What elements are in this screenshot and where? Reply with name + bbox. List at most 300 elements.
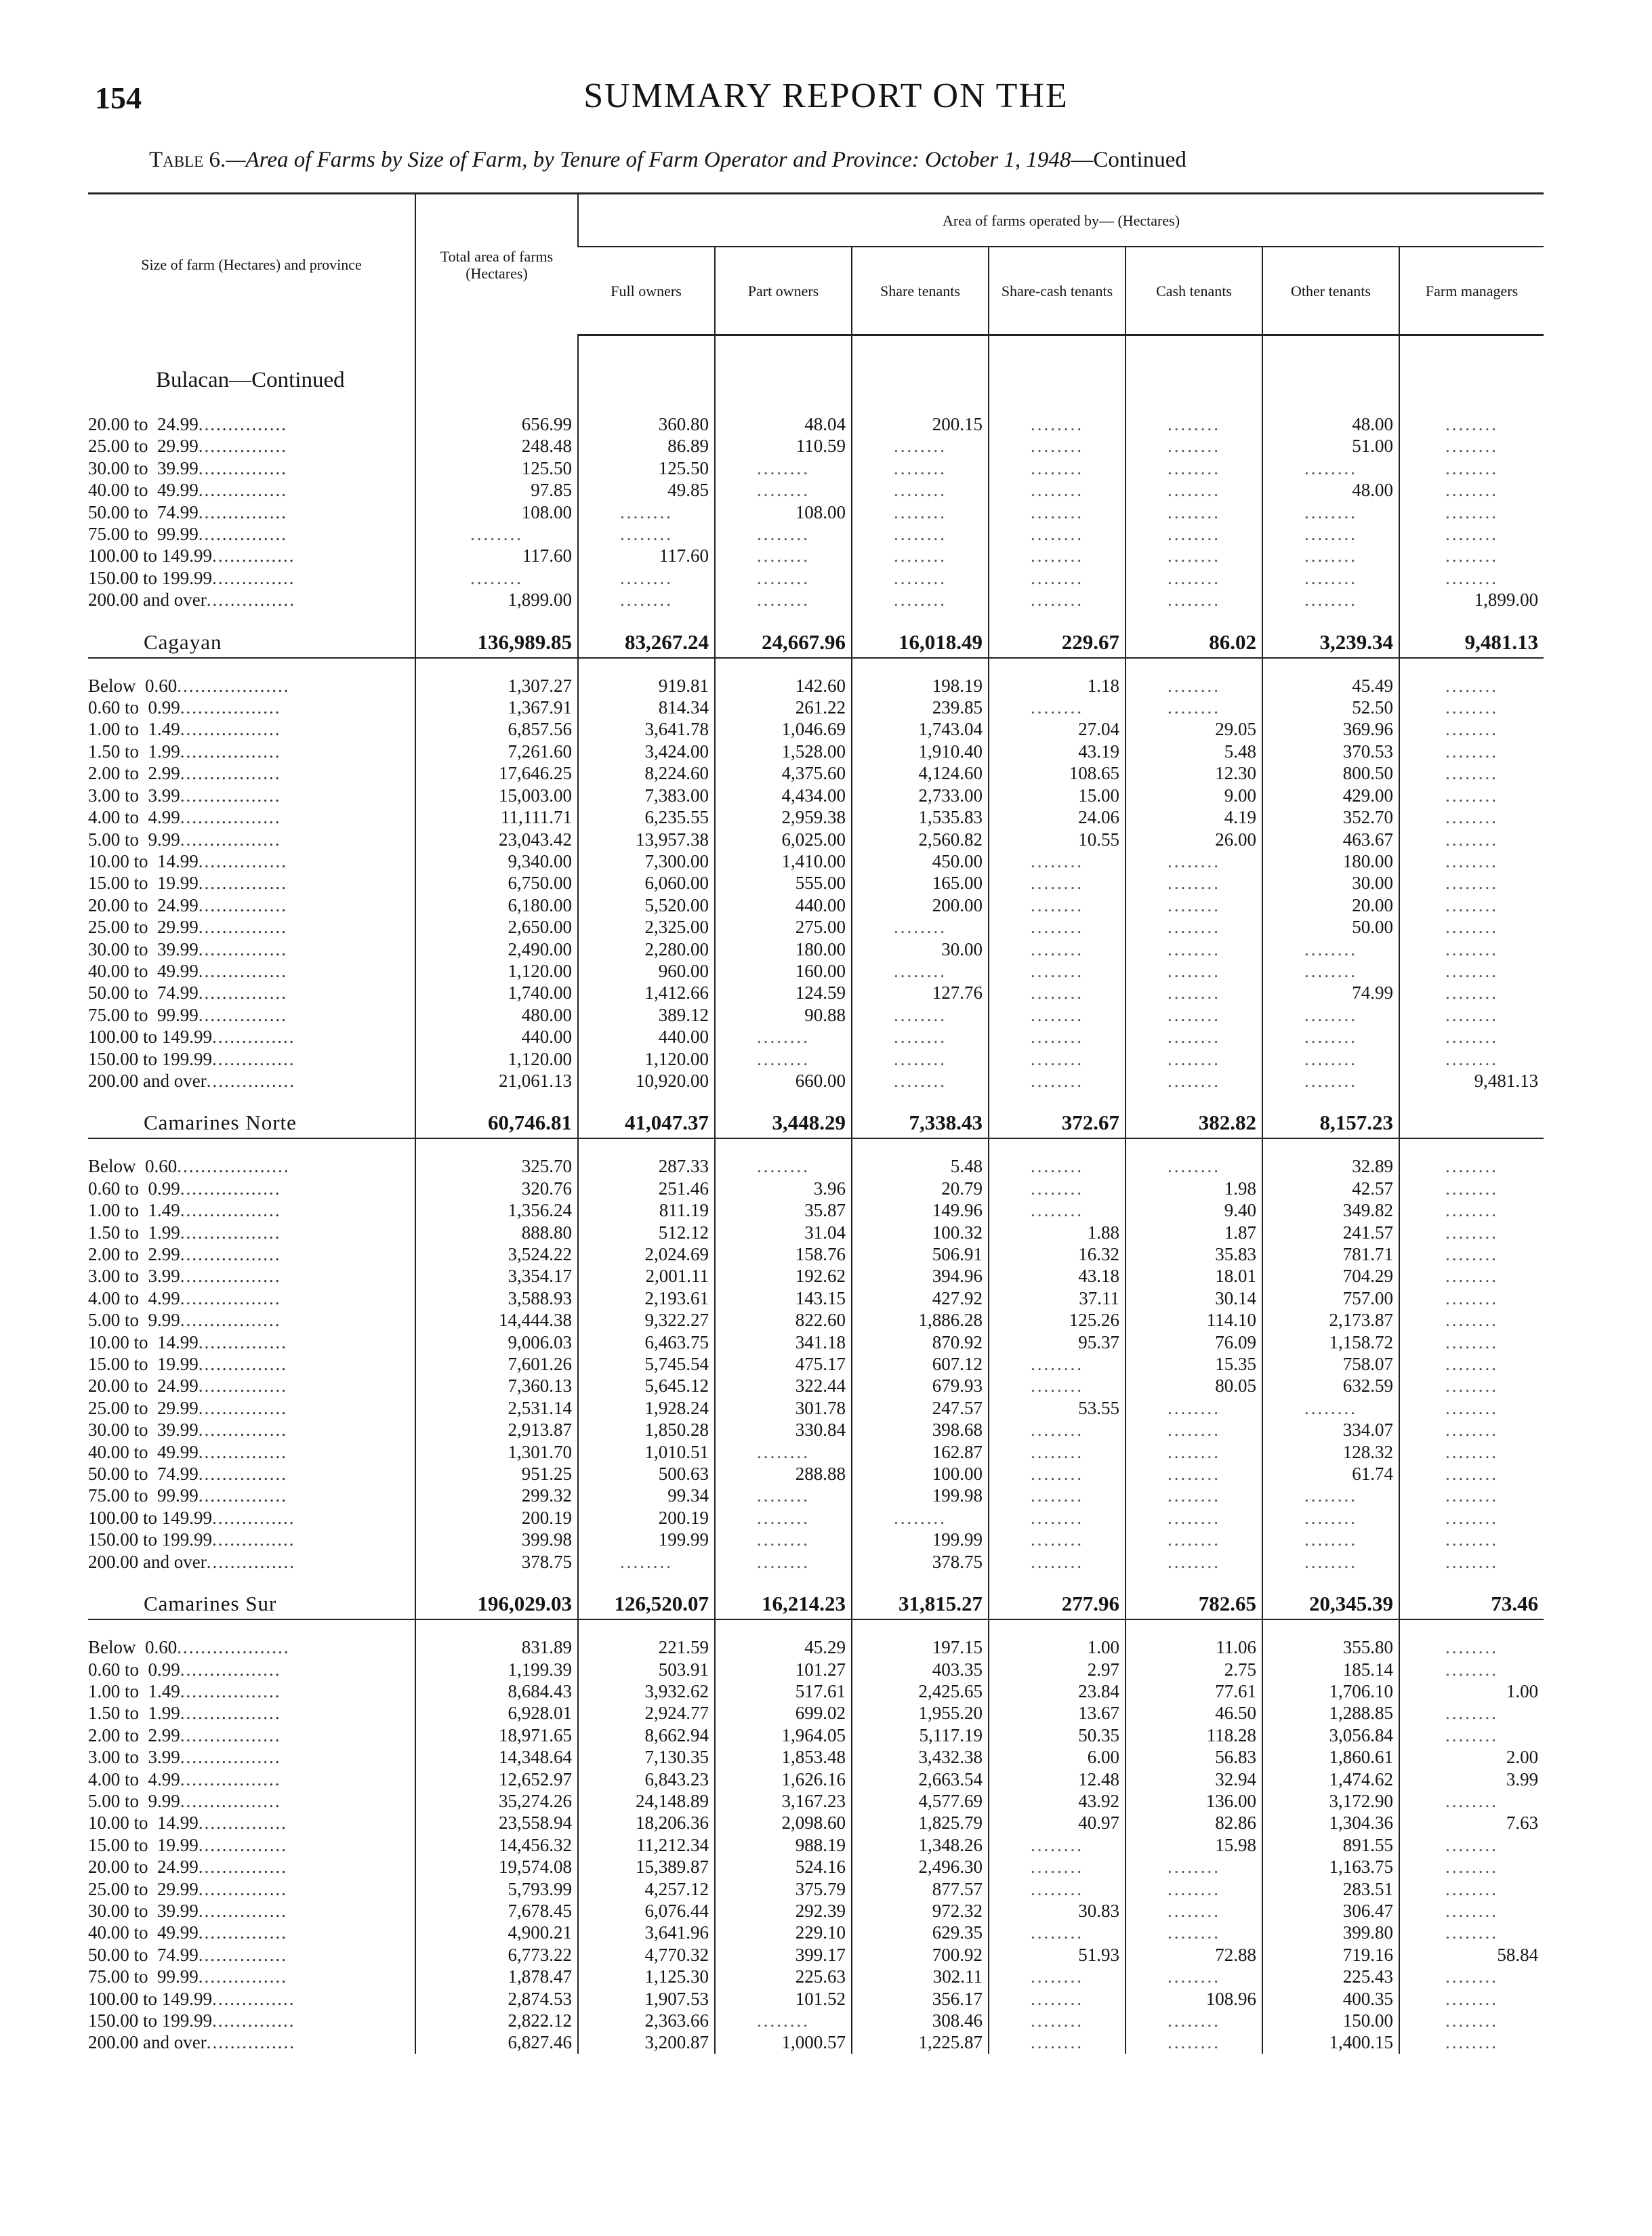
- total-area-cell: 440.00: [415, 1026, 578, 1048]
- spacer-cell: [88, 1619, 415, 1636]
- total-area-cell: 117.60: [415, 545, 578, 566]
- size-class-text: 1.00 to 1.49: [88, 1680, 180, 1701]
- other-tenants-cell: ........: [1262, 960, 1399, 982]
- spacer-cell: [715, 1619, 852, 1636]
- leader-dots: ..............: [212, 1027, 295, 1048]
- full-owners-cell: ........: [578, 523, 715, 545]
- other-tenants-cell: ........: [1262, 1529, 1399, 1550]
- size-class-label: [88, 479, 415, 501]
- total-area-cell: 299.32: [415, 1485, 578, 1506]
- leader-dots: ..............: [212, 1048, 295, 1069]
- area-of-farms-table: [88, 192, 1544, 2054]
- farm-managers-total-cell: [1399, 1108, 1544, 1138]
- other-tenants-cell: ........: [1262, 523, 1399, 545]
- share-tenants-cell: ........: [852, 916, 989, 938]
- size-class-label: [88, 872, 415, 894]
- part-owners-cell: ........: [715, 1048, 852, 1070]
- share-cash-tenants-cell: 40.97: [989, 1812, 1126, 1834]
- table-row: [88, 1636, 1544, 1658]
- farm-managers-cell: ........: [1399, 413, 1544, 435]
- full-owners-cell: 4,257.12: [578, 1878, 715, 1900]
- table-row: [88, 1507, 1544, 1529]
- full-owners-total-cell: 126,520.07: [578, 1589, 715, 1619]
- size-class-text: Below 0.60: [88, 1156, 178, 1177]
- share-cash-tenants-cell: ........: [989, 413, 1126, 435]
- cash-tenants-cell: 5.48: [1126, 741, 1262, 762]
- part-owners-cell: 1,046.69: [715, 718, 852, 740]
- part-owners-cell: 6,025.00: [715, 829, 852, 850]
- share-tenants-cell: 197.15: [852, 1636, 989, 1658]
- table-row: [88, 2010, 1544, 2031]
- spacer-cell: [1399, 611, 1544, 627]
- cash-tenants-cell: ........: [1126, 916, 1262, 938]
- table-row: [88, 718, 1544, 740]
- share-tenants-cell: 149.96: [852, 1199, 989, 1221]
- farm-managers-cell: ........: [1399, 916, 1544, 938]
- spacer-cell: [715, 658, 852, 675]
- share-cash-tenants-cell: ........: [989, 697, 1126, 718]
- share-cash-tenants-cell: ........: [989, 1048, 1126, 1070]
- size-class-label: [88, 1309, 415, 1331]
- leader-dots: .................: [180, 1790, 281, 1811]
- size-class-text: 10.00 to 14.99: [88, 1813, 199, 1834]
- part-owners-cell: ........: [715, 545, 852, 566]
- table-row: [88, 938, 1544, 960]
- farm-managers-cell: ........: [1399, 960, 1544, 982]
- cash-tenants-cell: 136.00: [1126, 1790, 1262, 1812]
- size-class-text: 200.00 and over: [88, 2032, 207, 2053]
- full-owners-cell: 6,235.55: [578, 806, 715, 828]
- size-class-text: 25.00 to 29.99: [88, 1397, 199, 1418]
- total-area-cell: 125.50: [415, 457, 578, 479]
- other-tenants-cell: 1,288.85: [1262, 1702, 1399, 1724]
- leader-dots: ...................: [177, 1156, 290, 1177]
- spacer-cell: [1399, 1138, 1544, 1155]
- spacer-cell: [88, 658, 415, 675]
- share-tenants-cell: 3,432.38: [852, 1746, 989, 1768]
- share-cash-tenants-cell: 2.97: [989, 1659, 1126, 1680]
- spacer-cell: [1399, 397, 1544, 413]
- full-owners-cell: 6,843.23: [578, 1768, 715, 1790]
- size-class-label: [88, 1287, 415, 1309]
- size-class-text: 4.00 to 4.99: [88, 807, 180, 828]
- total-area-cell: 1,199.39: [415, 1659, 578, 1680]
- spacer-cell: [1126, 1619, 1262, 1636]
- cash-tenants-cell: 29.05: [1126, 718, 1262, 740]
- part-owners-cell: 341.18: [715, 1331, 852, 1353]
- other-tenants-cell: 180.00: [1262, 850, 1399, 872]
- size-class-text: 25.00 to 29.99: [88, 436, 199, 457]
- part-owners-total-cell: 3,448.29: [715, 1108, 852, 1138]
- size-class-text: 10.00 to 14.99: [88, 1331, 199, 1352]
- full-owners-cell: 500.63: [578, 1463, 715, 1485]
- spacer-cell: [1399, 658, 1544, 675]
- total-area-cell: 7,261.60: [415, 741, 578, 762]
- share-tenants-cell: 308.46: [852, 2010, 989, 2031]
- leader-dots: ...............: [198, 982, 288, 1003]
- leader-dots: ...............: [198, 1331, 288, 1352]
- size-class-label: [88, 1944, 415, 1966]
- table-row: [88, 457, 1544, 479]
- farm-managers-cell: 9,481.13: [1399, 1070, 1544, 1092]
- spacer-cell: [852, 335, 989, 364]
- province-name: Camarines Sur: [88, 1589, 415, 1619]
- farm-managers-cell: ........: [1399, 1529, 1544, 1550]
- leader-dots: ..............: [212, 1529, 295, 1550]
- cash-tenants-cell: ........: [1126, 413, 1262, 435]
- table-row: [88, 1944, 1544, 1966]
- full-owners-cell: 1,120.00: [578, 1048, 715, 1070]
- part-owners-cell: 1,000.57: [715, 2031, 852, 2053]
- leader-dots: ...............: [198, 1441, 288, 1462]
- spacer-cell: [852, 611, 989, 627]
- full-owners-cell: ........: [578, 589, 715, 610]
- share-cash-tenants-cell: 30.83: [989, 1900, 1126, 1922]
- spacer-cell: [1262, 1092, 1399, 1108]
- spacer-cell: [1126, 1092, 1262, 1108]
- size-class-text: 2.00 to 2.99: [88, 1244, 180, 1264]
- leader-dots: ...................: [177, 1637, 290, 1658]
- part-owners-cell: ........: [715, 1551, 852, 1573]
- size-class-text: 100.00 to 149.99: [88, 1507, 213, 1528]
- leader-dots: ...............: [198, 1420, 288, 1441]
- other-tenants-cell: 61.74: [1262, 1463, 1399, 1485]
- size-class-label: [88, 1375, 415, 1396]
- cash-tenants-cell: 80.05: [1126, 1375, 1262, 1396]
- cash-tenants-cell: 26.00: [1126, 829, 1262, 850]
- cash-tenants-cell: ........: [1126, 1004, 1262, 1026]
- part-owners-cell: 699.02: [715, 1702, 852, 1724]
- share-cash-tenants-cell: 43.18: [989, 1265, 1126, 1287]
- leader-dots: ...............: [198, 1878, 288, 1899]
- size-class-label: [88, 1900, 415, 1922]
- spacer-cell: [1126, 397, 1262, 413]
- part-owners-cell: ........: [715, 1507, 852, 1529]
- spacer-row: [88, 1573, 1544, 1589]
- spacer-cell: [1262, 611, 1399, 627]
- leader-dots: ...............: [198, 894, 288, 915]
- other-tenants-cell: 891.55: [1262, 1834, 1399, 1856]
- spacer-cell: [1126, 1138, 1262, 1155]
- spacer-cell: [1399, 1619, 1544, 1636]
- table-row: [88, 675, 1544, 697]
- share-cash-tenants-cell: ........: [989, 1966, 1126, 1987]
- full-owners-cell: 389.12: [578, 1004, 715, 1026]
- size-class-text: 40.00 to 49.99: [88, 1441, 199, 1462]
- part-owners-cell: 660.00: [715, 1070, 852, 1092]
- full-owners-total-cell: 41,047.37: [578, 1108, 715, 1138]
- farm-managers-cell: 1.00: [1399, 1680, 1544, 1702]
- cash-tenants-cell: ........: [1126, 938, 1262, 960]
- table-row: [88, 1155, 1544, 1177]
- total-area-cell: 1,307.27: [415, 675, 578, 697]
- other-tenants-cell: 1,158.72: [1262, 1331, 1399, 1353]
- leader-dots: .................: [180, 1703, 281, 1724]
- size-class-text: 5.00 to 9.99: [88, 1790, 180, 1811]
- table-row: [88, 1768, 1544, 1790]
- farm-managers-cell: ........: [1399, 1243, 1544, 1265]
- size-class-text: 20.00 to 24.99: [88, 894, 199, 915]
- cash-tenants-cell: 18.01: [1126, 1265, 1262, 1287]
- spacer-cell: [1399, 1573, 1544, 1589]
- table-row: [88, 1178, 1544, 1199]
- share-cash-tenants-cell: ........: [989, 1551, 1126, 1573]
- size-class-text: 0.60 to 0.99: [88, 1659, 180, 1680]
- farm-managers-cell: ........: [1399, 850, 1544, 872]
- table-row: [88, 1353, 1544, 1375]
- other-tenants-cell: 30.00: [1262, 872, 1399, 894]
- farm-managers-total-cell: [1399, 363, 1544, 397]
- other-tenants-cell: 128.32: [1262, 1441, 1399, 1463]
- spacer-cell: [578, 397, 715, 413]
- leader-dots: .................: [180, 741, 281, 762]
- size-class-label: [88, 741, 415, 762]
- full-owners-cell: 49.85: [578, 479, 715, 501]
- full-owners-cell: 1,125.30: [578, 1966, 715, 1987]
- cash-tenants-cell: ........: [1126, 1856, 1262, 1878]
- table-row: [88, 1048, 1544, 1070]
- table-row: [88, 894, 1544, 916]
- farm-managers-cell: 7.63: [1399, 1812, 1544, 1834]
- share-cash-tenants-cell: 12.48: [989, 1768, 1126, 1790]
- share-cash-tenants-cell: 125.26: [989, 1309, 1126, 1331]
- leader-dots: .................: [180, 829, 281, 850]
- size-class-label: [88, 567, 415, 589]
- share-tenants-cell: ........: [852, 1048, 989, 1070]
- cash-tenants-cell: ........: [1126, 1441, 1262, 1463]
- farm-managers-cell: ........: [1399, 545, 1544, 566]
- table-row: [88, 1397, 1544, 1419]
- full-owners-total-cell: 83,267.24: [578, 627, 715, 658]
- full-owners-cell: 24,148.89: [578, 1790, 715, 1812]
- leader-dots: .................: [180, 763, 281, 784]
- spacer-cell: [578, 1092, 715, 1108]
- section-heading-row: [88, 363, 1544, 397]
- total-area-cell: 9,006.03: [415, 1331, 578, 1353]
- spacer-cell: [852, 658, 989, 675]
- leader-dots: ...............: [198, 480, 288, 501]
- full-owners-cell: 360.80: [578, 413, 715, 435]
- total-area-cell: 6,857.56: [415, 718, 578, 740]
- full-owners-cell: 13,957.38: [578, 829, 715, 850]
- share-tenants-cell: 394.96: [852, 1265, 989, 1287]
- spacer-cell: [852, 397, 989, 413]
- spacer-cell: [989, 658, 1126, 675]
- share-cash-tenants-cell: ........: [989, 523, 1126, 545]
- cash-tenants-cell: ........: [1126, 501, 1262, 523]
- table-row: [88, 872, 1544, 894]
- size-class-text: 1.50 to 1.99: [88, 1222, 180, 1243]
- part-owners-cell: ........: [715, 567, 852, 589]
- cash-tenants-cell: 9.00: [1126, 785, 1262, 806]
- farm-managers-total-cell: 73.46: [1399, 1589, 1544, 1619]
- share-cash-tenants-cell: ........: [989, 1353, 1126, 1375]
- size-class-text: 100.00 to 149.99: [88, 545, 213, 566]
- share-cash-tenants-cell: ........: [989, 1026, 1126, 1048]
- full-owners-cell: 1,412.66: [578, 982, 715, 1003]
- farm-managers-cell: ........: [1399, 523, 1544, 545]
- leader-dots: ...............: [198, 1813, 288, 1834]
- size-class-label: [88, 1856, 415, 1878]
- share-tenants-cell: 4,124.60: [852, 762, 989, 784]
- total-area-cell: 19,574.08: [415, 1856, 578, 1878]
- table-row: [88, 916, 1544, 938]
- size-class-label: [88, 501, 415, 523]
- table-row: [88, 1529, 1544, 1550]
- other-tenants-cell: 781.71: [1262, 1243, 1399, 1265]
- size-class-label: [88, 1507, 415, 1529]
- spacer-cell: [852, 1573, 989, 1589]
- size-class-text: Below 0.60: [88, 675, 178, 696]
- part-owners-cell: 1,626.16: [715, 1768, 852, 1790]
- farm-managers-cell: ........: [1399, 479, 1544, 501]
- spacer-cell: [989, 397, 1126, 413]
- share-tenants-cell: 1,886.28: [852, 1309, 989, 1331]
- size-class-label: [88, 435, 415, 457]
- leader-dots: .................: [180, 1266, 281, 1287]
- part-owners-cell: 160.00: [715, 960, 852, 982]
- table-row: [88, 523, 1544, 545]
- full-owners-cell: 512.12: [578, 1222, 715, 1243]
- leader-dots: .................: [180, 719, 281, 740]
- full-owners-cell: 814.34: [578, 697, 715, 718]
- farm-managers-cell: ........: [1399, 1966, 1544, 1987]
- share-cash-tenants-cell: ........: [989, 479, 1126, 501]
- province-name: Bulacan—Continued: [156, 368, 345, 392]
- leader-dots: ...............: [198, 1485, 288, 1506]
- share-tenants-cell: 2,496.30: [852, 1856, 989, 1878]
- part-owners-cell: 322.44: [715, 1375, 852, 1396]
- share-cash-tenants-cell: 50.35: [989, 1724, 1126, 1746]
- other-tenants-cell: 632.59: [1262, 1375, 1399, 1396]
- cash-tenants-cell: 108.96: [1126, 1988, 1262, 2010]
- spacer-cell: [1126, 658, 1262, 675]
- spacer-cell: [415, 1573, 578, 1589]
- cash-tenants-cell: ........: [1126, 1048, 1262, 1070]
- size-class-text: 40.00 to 49.99: [88, 960, 199, 981]
- table-row: [88, 501, 1544, 523]
- other-tenants-total-cell: [1262, 363, 1399, 397]
- spacer-row: [88, 1138, 1544, 1155]
- share-cash-tenants-cell: ........: [989, 938, 1126, 960]
- size-class-label: [88, 1178, 415, 1199]
- part-owners-cell: 124.59: [715, 982, 852, 1003]
- table-row: [88, 762, 1544, 784]
- spacer-cell: [1262, 1573, 1399, 1589]
- spacer-cell: [1262, 1619, 1399, 1636]
- size-class-label: [88, 1004, 415, 1026]
- part-owners-cell: 517.61: [715, 1680, 852, 1702]
- leader-dots: ...............: [198, 457, 288, 478]
- total-area-cell: 35,274.26: [415, 1790, 578, 1812]
- other-tenants-cell: 3,172.90: [1262, 1790, 1399, 1812]
- table-row: [88, 1463, 1544, 1485]
- share-tenants-cell: ........: [852, 479, 989, 501]
- other-tenants-total-cell: 3,239.34: [1262, 627, 1399, 658]
- spacer-cell: [415, 1138, 578, 1155]
- farm-managers-cell: ........: [1399, 1790, 1544, 1812]
- leader-dots: ...............: [198, 1004, 288, 1025]
- spacer-cell: [578, 335, 715, 364]
- other-tenants-cell: 352.70: [1262, 806, 1399, 828]
- share-tenants-cell: 199.99: [852, 1529, 989, 1550]
- other-tenants-cell: ........: [1262, 938, 1399, 960]
- spacer-cell: [715, 335, 852, 364]
- full-owners-cell: 7,383.00: [578, 785, 715, 806]
- full-owners-cell: 5,520.00: [578, 894, 715, 916]
- cash-tenants-cell: 9.40: [1126, 1199, 1262, 1221]
- full-owners-cell: 200.19: [578, 1507, 715, 1529]
- other-tenants-cell: 1,706.10: [1262, 1680, 1399, 1702]
- share-cash-tenants-cell: ........: [989, 2010, 1126, 2031]
- part-owners-cell: ........: [715, 1441, 852, 1463]
- size-class-text: 20.00 to 24.99: [88, 1375, 199, 1396]
- full-owners-cell: 2,001.11: [578, 1265, 715, 1287]
- size-class-text: 30.00 to 39.99: [88, 938, 199, 959]
- share-cash-tenants-cell: ........: [989, 2031, 1126, 2053]
- total-area-total-cell: 196,029.03: [415, 1589, 578, 1619]
- leader-dots: ...............: [198, 1966, 288, 1987]
- cash-tenants-cell: ........: [1126, 567, 1262, 589]
- size-class-text: 2.00 to 2.99: [88, 1724, 180, 1745]
- share-tenants-cell: 162.87: [852, 1441, 989, 1463]
- part-owners-cell: 275.00: [715, 916, 852, 938]
- cash-tenants-total-cell: 86.02: [1126, 627, 1262, 658]
- cash-tenants-cell: ........: [1126, 1878, 1262, 1900]
- spacer-cell: [415, 658, 578, 675]
- total-area-cell: 1,120.00: [415, 960, 578, 982]
- table-row: [88, 1724, 1544, 1746]
- cash-tenants-cell: ........: [1126, 435, 1262, 457]
- cash-tenants-cell: ........: [1126, 1529, 1262, 1550]
- full-owners-cell: 18,206.36: [578, 1812, 715, 1834]
- spacer-cell: [578, 1138, 715, 1155]
- farm-managers-cell: ........: [1399, 1463, 1544, 1485]
- full-owners-cell: 2,924.77: [578, 1702, 715, 1724]
- share-cash-tenants-cell: 6.00: [989, 1746, 1126, 1768]
- cash-tenants-total-cell: 382.82: [1126, 1108, 1262, 1138]
- cash-tenants-cell: 77.61: [1126, 1680, 1262, 1702]
- part-owners-cell: 292.39: [715, 1900, 852, 1922]
- total-area-cell: 2,531.14: [415, 1397, 578, 1419]
- leader-dots: ..............: [212, 2010, 295, 2031]
- share-cash-tenants-cell: 43.19: [989, 741, 1126, 762]
- size-class-label: [88, 697, 415, 718]
- share-cash-tenants-cell: ........: [989, 1419, 1126, 1441]
- spacer-cell: [1262, 335, 1399, 364]
- share-tenants-cell: 200.15: [852, 413, 989, 435]
- spacer-cell: [989, 335, 1126, 364]
- total-area-cell: 378.75: [415, 1551, 578, 1573]
- leader-dots: ...............: [206, 1070, 295, 1091]
- total-area-cell: 14,444.38: [415, 1309, 578, 1331]
- share-tenants-cell: 5,117.19: [852, 1724, 989, 1746]
- share-cash-tenants-cell: 51.93: [989, 1944, 1126, 1966]
- full-owners-cell: 503.91: [578, 1659, 715, 1680]
- farm-managers-cell: 3.99: [1399, 1768, 1544, 1790]
- full-owners-cell: 15,389.87: [578, 1856, 715, 1878]
- total-area-cell: 1,878.47: [415, 1966, 578, 1987]
- other-tenants-cell: 283.51: [1262, 1878, 1399, 1900]
- other-tenants-cell: 48.00: [1262, 413, 1399, 435]
- other-tenants-cell: 241.57: [1262, 1222, 1399, 1243]
- leader-dots: ...............: [206, 589, 295, 610]
- cash-tenants-cell: 30.14: [1126, 1287, 1262, 1309]
- share-tenants-cell: 607.12: [852, 1353, 989, 1375]
- size-class-text: 25.00 to 29.99: [88, 917, 199, 938]
- part-owners-cell: 90.88: [715, 1004, 852, 1026]
- total-area-cell: 3,524.22: [415, 1243, 578, 1265]
